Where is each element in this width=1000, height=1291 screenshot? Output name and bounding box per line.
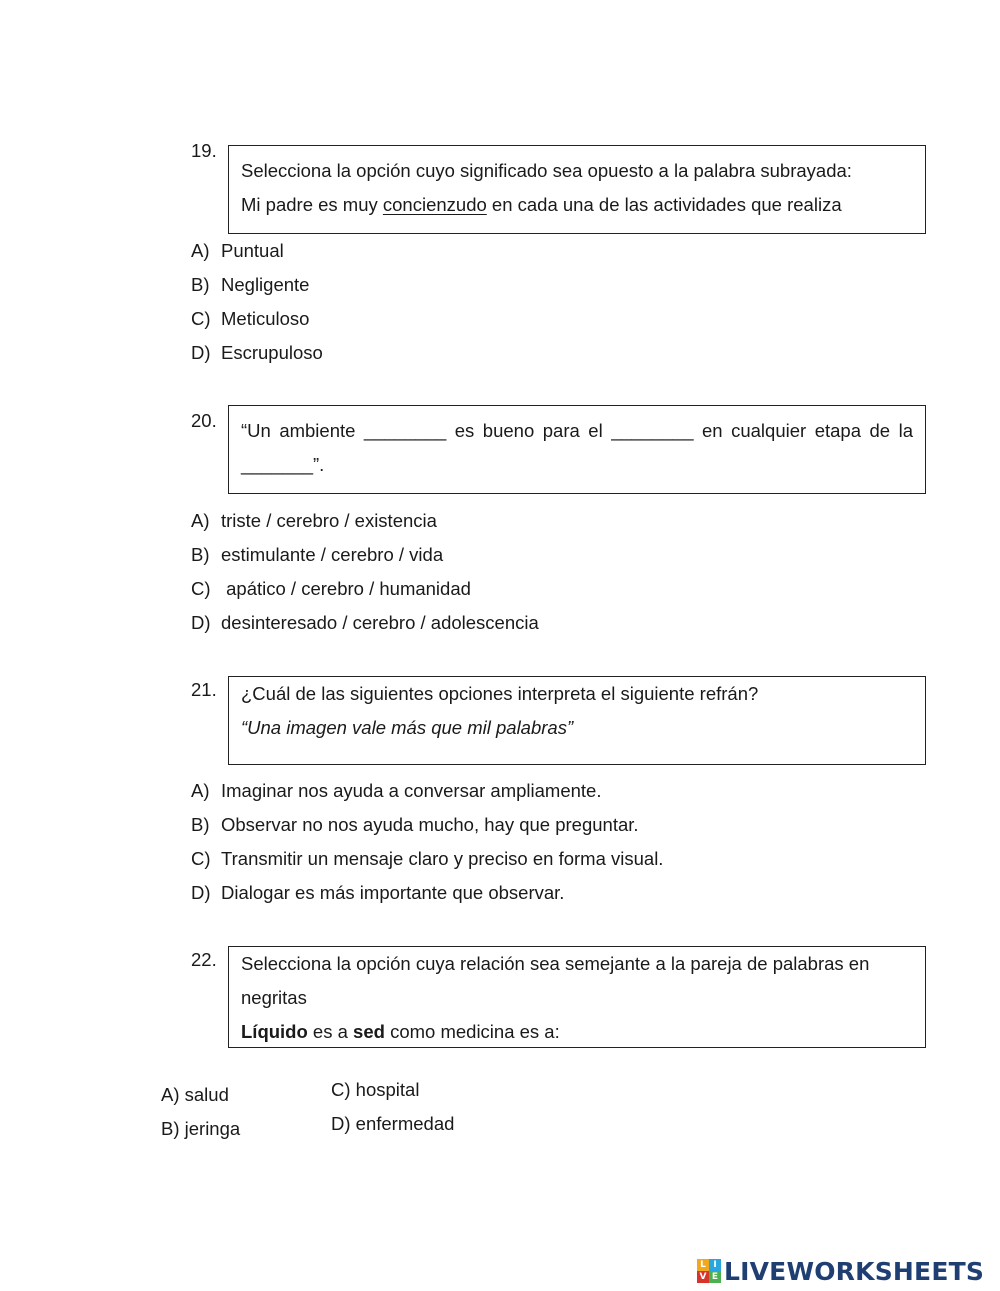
option-19-c[interactable] — [191, 302, 323, 336]
question-20-options — [191, 504, 539, 640]
option-20-b[interactable] — [191, 538, 539, 572]
option-20-c[interactable] — [191, 572, 539, 606]
option-letter: A) — [191, 780, 210, 801]
option-letter: A) — [191, 240, 210, 261]
option-letter: C) — [191, 308, 211, 329]
underlined-word: concienzudo — [382, 194, 487, 215]
option-21-b[interactable] — [191, 808, 663, 842]
question-19-number: 19. — [191, 140, 217, 161]
question-19-sentence-end: en cada una de las actividades que realiza — [486, 194, 842, 215]
option-text: Dialogar es más importante que observar. — [221, 882, 565, 903]
option-letter: B) — [191, 814, 210, 835]
question-20-number: 20. — [191, 410, 217, 431]
option-22-d[interactable]: D) enfermedad — [331, 1113, 455, 1134]
liveworksheets-logo-icon — [697, 1259, 721, 1283]
option-text: estimulante / cerebro / vida — [221, 544, 444, 565]
analogy-end: como medicina es a: — [384, 1021, 560, 1042]
option-text: Imaginar nos ayuda a conversar ampliamente. — [221, 780, 602, 801]
bold-word-1: Líquido — [241, 1021, 308, 1042]
option-text: Escrupuloso — [221, 342, 323, 363]
question-21-number: 21. — [191, 679, 217, 700]
option-text: Observar no nos ayuda mucho, hay que preguntar. — [221, 814, 639, 835]
question-21-prompt: ¿Cuál de las siguientes opciones interpreta el siguiente refrán? — [241, 683, 759, 704]
question-20-box — [228, 405, 926, 494]
question-19-box — [228, 145, 926, 234]
option-19-b[interactable] — [191, 268, 323, 302]
option-letter: B) — [191, 544, 210, 565]
logo-square-e: E — [709, 1271, 721, 1283]
option-22-b[interactable]: B) jeringa — [161, 1118, 241, 1139]
option-letter: D) — [191, 342, 211, 363]
question-22-number: 22. — [191, 949, 217, 970]
question-19-sentence-start: Mi padre es muy — [241, 194, 383, 215]
option-19-d[interactable] — [191, 336, 323, 370]
option-text: triste / cerebro / existencia — [221, 510, 437, 531]
question-19-options — [191, 234, 323, 370]
question-22-prompt-line2: negritas — [241, 987, 307, 1008]
bold-word-2: sed — [353, 1021, 385, 1042]
logo-square-i: I — [709, 1259, 721, 1271]
question-22-analogy — [241, 1015, 913, 1049]
option-text: desinteresado / cerebro / adolescencia — [221, 612, 539, 633]
logo-text: LIVEWORKSHEETS — [724, 1256, 985, 1286]
option-20-a[interactable] — [191, 504, 539, 538]
option-letter: D) — [191, 882, 211, 903]
question-22-box — [228, 946, 926, 1048]
analogy-connector: es a — [307, 1021, 354, 1042]
liveworksheets-logo — [697, 1256, 984, 1286]
option-22-a[interactable]: A) salud — [161, 1084, 229, 1105]
option-20-d[interactable] — [191, 606, 539, 640]
question-19-prompt: Selecciona la opción cuyo significado sea opuesto a la palabra subrayada: — [241, 160, 852, 181]
option-text: Transmitir un mensaje claro y preciso en forma visual. — [221, 848, 664, 869]
option-text: Negligente — [221, 274, 310, 295]
option-letter: B) — [191, 274, 210, 295]
option-21-c[interactable] — [191, 842, 663, 876]
option-21-d[interactable] — [191, 876, 663, 910]
option-letter: D) — [191, 612, 211, 633]
option-22-c[interactable]: C) hospital — [331, 1079, 420, 1100]
option-text: apático / cerebro / humanidad — [221, 578, 471, 599]
question-21-options — [191, 774, 663, 910]
option-19-a[interactable] — [191, 234, 323, 268]
option-text: Puntual — [221, 240, 284, 261]
option-letter: C) — [191, 578, 211, 599]
question-19-sentence — [241, 188, 913, 222]
option-text: Meticuloso — [221, 308, 310, 329]
logo-square-v: V — [697, 1271, 709, 1283]
question-21-proverb: “Una imagen vale más que mil palabras” — [241, 717, 574, 738]
option-21-a[interactable] — [191, 774, 663, 808]
question-21-box — [228, 676, 926, 765]
option-letter: A) — [191, 510, 210, 531]
logo-square-l: L — [697, 1259, 709, 1271]
question-22-prompt-line1: Selecciona la opción cuya relación sea semejante a la pareja de palabras en — [241, 953, 870, 974]
question-20-sentence: “Un ambiente ________ es bueno para el ________ en cualquier etapa de la _______”. — [241, 420, 913, 475]
option-letter: C) — [191, 848, 211, 869]
